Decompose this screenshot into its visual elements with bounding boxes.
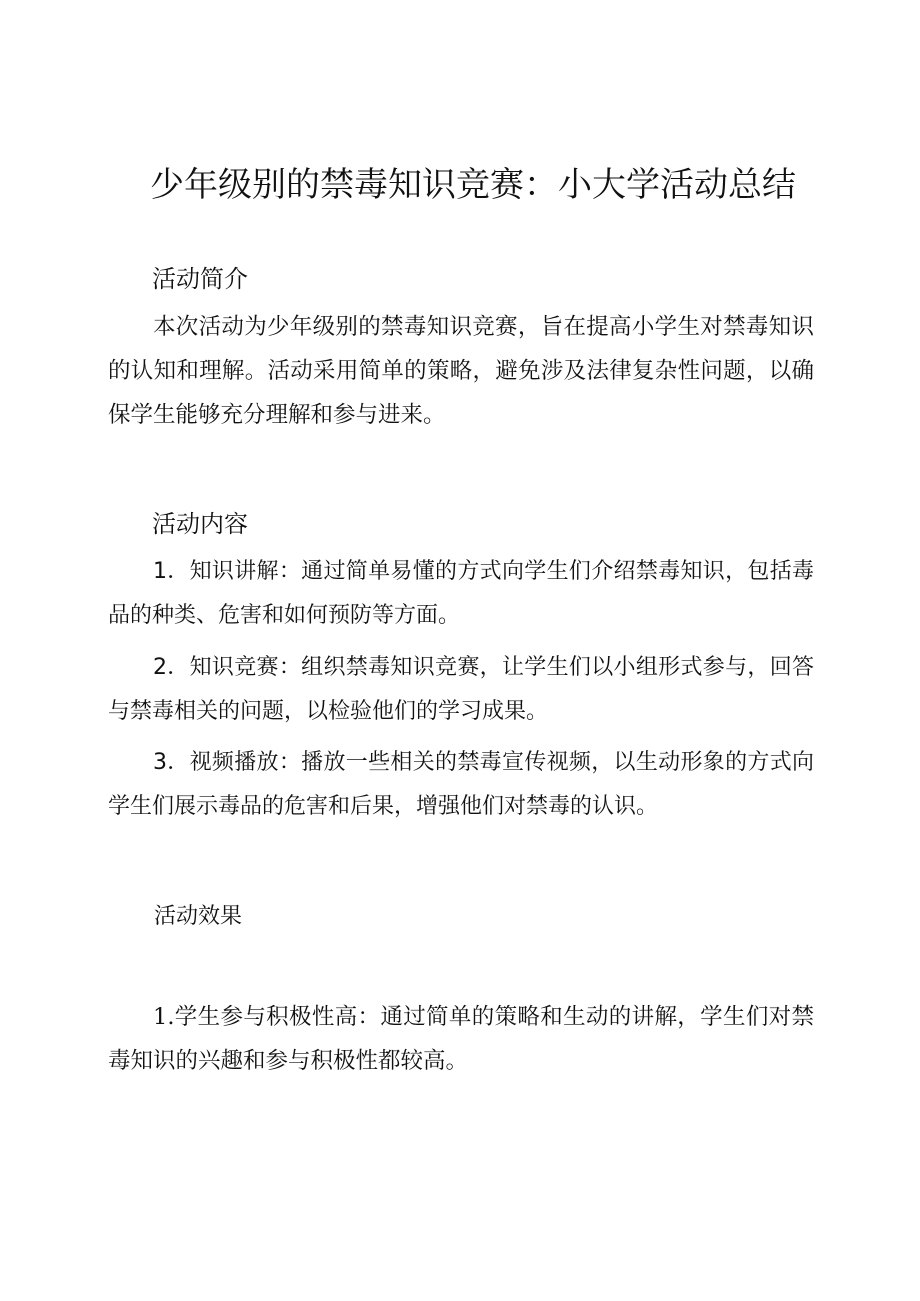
intro-paragraph: 本次活动为少年级别的禁毒知识竞赛，旨在提高小学生对禁毒知识的认知和理解。活动采用简单的策略，避免涉及法律复杂性问题，以确保学生能够充分理解和参与进来。 <box>108 314 814 428</box>
content-item-3: 3．视频播放：播放一些相关的禁毒宣传视频，以生动形象的方式向学生们展示毒品的危害和后果，增强他们对禁毒的认识。 <box>108 750 814 819</box>
content-item-2: 2．知识竞赛：组织禁毒知识竞赛，让学生们以小组形式参与，回答与禁毒相关的问题，以检验他们的学习成果。 <box>108 655 814 724</box>
effect-item-1: 1.学生参与积极性高：通过简单的策略和生动的讲解，学生们对禁毒知识的兴趣和参与积极性都较高。 <box>108 1004 814 1074</box>
section-heading-content: 活动内容 <box>152 510 248 538</box>
content-item-1: 1．知识讲解：通过简单易懂的方式向学生们介绍禁毒知识，包括毒品的种类、危害和如何预防等方面。 <box>108 559 814 628</box>
section-heading-intro: 活动简介 <box>152 265 248 293</box>
document-title: 少年级别的禁毒知识竞赛：小大学活动总结 <box>150 165 796 205</box>
section-heading-effect: 活动效果 <box>154 904 243 929</box>
